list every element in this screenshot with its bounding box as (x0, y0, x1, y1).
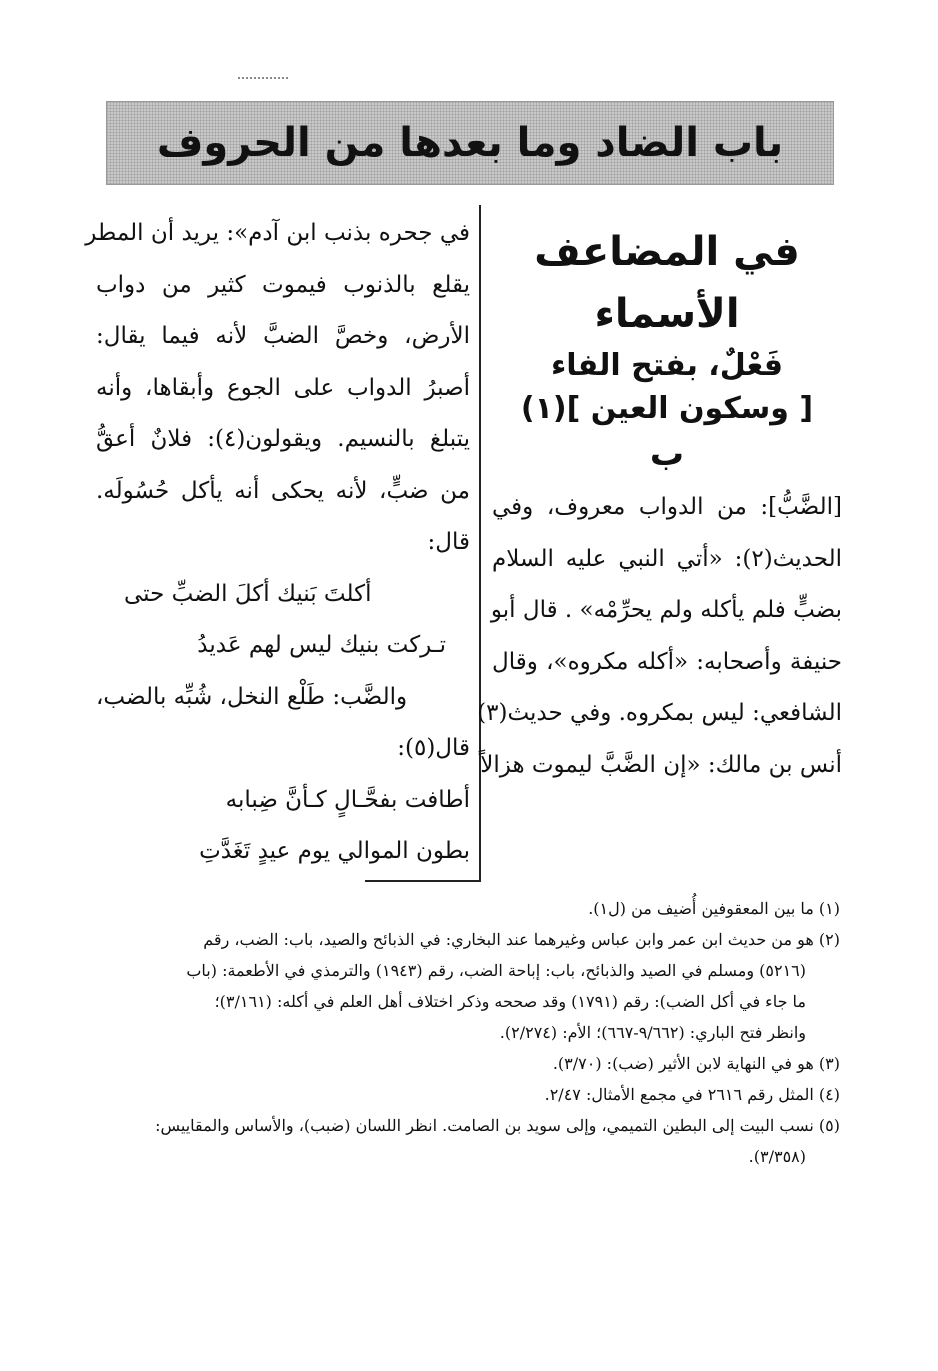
verse-line: أطافت بفحَّـالٍ كـأنَّ ضِبابه (225, 786, 470, 813)
section-heading: في المضاعف (534, 229, 800, 275)
top-scan-mark (238, 77, 288, 81)
text-line: الحديث(٢): «أتي النبي عليه السلام (492, 545, 842, 572)
verse-line: أكلتَ بَنيك أكلَ الضبِّ حتى (124, 580, 372, 607)
text-line: بضبٍّ فلم يأكله ولم يحرِّمْه» . قال أبو (490, 597, 842, 624)
right-column (477, 208, 842, 791)
footnote: (٤) المثل رقم ٢٦١٦ في مجمع الأمثال: ٢/٤٧. (544, 1085, 840, 1104)
text-line: الشافعي: ليس بمكروه. وفي حديث(٣) (477, 700, 842, 727)
right-column-text (477, 482, 842, 791)
verse-intro: قال(٥): (397, 735, 470, 761)
footnote-continued: ما جاء في أكل الضب): رقم (١٧٩١) وقد صححه وذكر اختلاف أهل العلم في أكله: (٣/١٦١)؛ (214, 992, 806, 1011)
letter-heading: ب (649, 434, 685, 474)
footnote: (٣) هو في النهاية لابن الأثير (ضب): (٣/٧٠). (552, 1054, 840, 1073)
footnote-continued: (٣/٣٥٨). (748, 1147, 806, 1166)
footnote: (١) ما بين المعقوفين أُضيف من (ل١). (588, 899, 840, 918)
pattern-subheading: [ وسكون العين ](١) (520, 391, 814, 426)
text-line: أنس بن مالك: «إن الضَّبَّ ليموت هزالاً (480, 751, 842, 778)
text-line: والضَّب: طَلْع النخل، شُبِّه بالضب، (96, 683, 408, 710)
text-line: أصبرُ الدواب على الجوع وأبقاها، وأنه (96, 374, 470, 401)
text-line: من ضبٍّ، لأنه يحكى أنه يأكل حُسُولَه. (96, 477, 470, 504)
footnote-continued: (٥٢١٦) ومسلم في الصيد والذبائح، باب: إباحة الضب، رقم (١٩٤٣) والترمذي في الأطعمة: (باب (186, 961, 806, 980)
verse-line: تـركت بنيك ليس لهم عَديدُ (197, 632, 446, 658)
left-column (85, 208, 470, 878)
chapter-banner (106, 101, 834, 185)
text-line: يتبلغ بالنسيم. ويقولون(٤): فلانٌ أعقُّ (96, 426, 470, 452)
verse-intro: قال: (427, 529, 470, 555)
text-line: حنيفة وأصحابه: «أكله مكروه»، وقال (492, 648, 842, 675)
subsection-heading: الأسماء (594, 291, 740, 337)
text-line: الأرض، وخصَّ الضبَّ لأنه فيما يقال: (96, 323, 470, 349)
footnotes (96, 893, 840, 1172)
chapter-title: باب الضاد وما بعدها من الحروف (156, 120, 784, 166)
footnote: (٥) نسب البيت إلى البطين التميمي، وإلى سويد بن الصامت. انظر اللسان (ضبب)، والأساس والمقاييس: (155, 1116, 840, 1135)
footnote: (٢) هو من حديث ابن عمر وابن عباس وغيرهما عند البخاري: في الذبائح والصيد، باب: الضب، رقم (203, 930, 840, 949)
footnote-separator (365, 880, 481, 882)
pattern-heading: فَعْلٌ، بفتح الفاء (550, 348, 784, 383)
footnote-continued: وانظر فتح الباري: (٩/٦٦٢-٦٦٧)؛ الأم: (٢/٢٧٤). (499, 1023, 806, 1042)
text-line: يقلع بالذنوب فيموت كثير من دواب (96, 271, 470, 298)
verse-line: بطون الموالي يوم عيدٍ تَغَدَّتِ (199, 838, 470, 864)
text-line: في جحره بذنب ابن آدم»: يريد أن المطر (85, 220, 470, 246)
text-line: [الضَّبُّ]: من الدواب معروف، وفي (492, 494, 842, 521)
